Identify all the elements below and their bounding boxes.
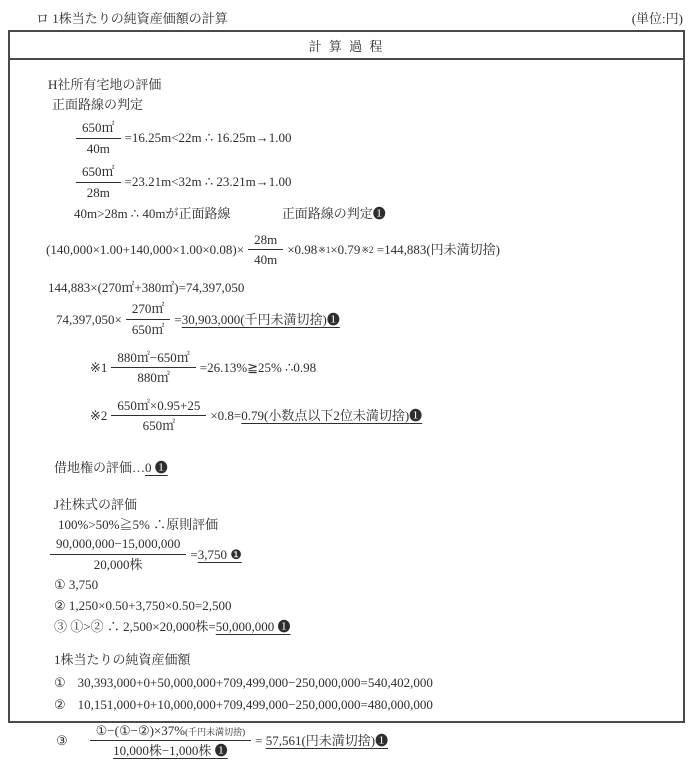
jstock-item-2: ② 1,250×0.50+3,750×0.50=2,500 [54, 598, 232, 614]
fraction [90, 722, 251, 760]
formula-left: 74,397,050× [56, 311, 122, 327]
note-2 [90, 397, 675, 435]
note-ref-1: ※1 [318, 244, 331, 255]
front-road-fraction-2 [72, 163, 675, 201]
equals-sign: = [174, 311, 182, 327]
area-calculation: 144,883×(270㎡+380㎡)=74,397,050 [48, 279, 245, 295]
fraction [248, 231, 283, 269]
unit-label: (単位:円) [631, 11, 683, 26]
jstock-item3-result: 50,000,000 ❶ [215, 618, 291, 634]
item-formula: 30,393,000+0+50,000,000+709,499,000−250,000,000=540,402,000 [77, 674, 433, 690]
netasset-result: 57,561(円未満切捨)❶ [265, 733, 389, 749]
fraction-numerator: 270㎡ [126, 300, 171, 320]
land-value-result: 30,903,000(千円未満切捨)❶ [181, 311, 340, 327]
sheet-topbar [0, 0, 693, 31]
note-result: 0.79(小数点以下2位未満切捨)❶ [241, 407, 423, 423]
item-formula: 10,151,000+0+10,000,000+709,499,000−250,000,000=480,000,000 [77, 697, 433, 713]
fraction [126, 300, 171, 338]
fraction-numerator: 28m [248, 231, 283, 251]
fraction-numerator: 90,000,000−15,000,000 [50, 535, 186, 555]
land-value-formula [56, 300, 675, 338]
road-comparison: 40m>28m ∴ 40mが正面路線 [74, 206, 231, 222]
netasset-item-3 [56, 722, 675, 760]
fraction-numerator: 650㎡ [76, 119, 121, 139]
note-operator: ×0.8= [210, 407, 242, 423]
numerator-main: ①−(①−②)×37% [95, 722, 186, 738]
fraction-numerator [90, 722, 251, 742]
factor-1: ×0.98 [287, 242, 318, 258]
factor-2: ×0.79 [330, 242, 361, 258]
jstock-fraction-line [46, 535, 675, 573]
equals-sign: = [190, 546, 198, 562]
jstock-item3-left: ③ ①>② ∴ 2,500×20,000株= [54, 618, 216, 634]
road-judgment-label: 正面路線の判定❶ [281, 206, 386, 222]
calculation-body [10, 60, 683, 760]
fraction-numerator: 880㎡−650㎡ [111, 349, 195, 369]
leasehold-line [54, 459, 675, 477]
fraction-result: =16.25m<22m ∴ 16.25m→1.00 [124, 130, 292, 146]
jstock-item-1: ① 3,750 [54, 577, 99, 593]
item-number: ① [54, 674, 66, 690]
fraction [76, 119, 121, 157]
calculation-box [8, 30, 685, 759]
note-1 [90, 349, 675, 387]
land-section-heading: H社所有宅地の評価 [48, 77, 162, 92]
front-road-fraction-1 [72, 119, 675, 157]
item-number: ② [54, 697, 66, 713]
fraction-denominator: 40m [254, 252, 278, 268]
fraction-denominator: 880㎡ [137, 370, 170, 386]
leasehold-value: 0 ❶ [145, 459, 168, 475]
fraction-result: =23.21m<32m ∴ 23.21m→1.00 [124, 174, 292, 190]
note-label: ※2 [90, 407, 108, 423]
fraction-denominator: 10,000株−1,000株 ❶ [113, 743, 228, 759]
fraction [76, 163, 121, 201]
fraction-denominator: 20,000株 [93, 556, 143, 572]
formula-left: (140,000×1.00+140,000×1.00×0.08)× [46, 242, 245, 258]
equals-sign: = [255, 733, 266, 749]
fraction-denominator: 40m [86, 140, 110, 156]
fraction-denominator: 650㎡ [142, 418, 176, 434]
jstock-condition: 100%>50%≧5% ∴原則評価 [58, 516, 219, 532]
jstock-item-3 [54, 618, 675, 636]
fraction [111, 349, 195, 387]
netasset-heading: 1株当たりの純資産価額 [54, 652, 191, 668]
unit-price-formula [46, 231, 675, 269]
note-result: =26.13%≧25% ∴0.98 [199, 359, 317, 375]
formula-result: =144,883(円未満切捨) [373, 242, 500, 258]
note-label: ※1 [90, 359, 108, 375]
fraction [111, 397, 206, 435]
netasset-item-1 [54, 674, 675, 692]
fraction [50, 535, 186, 573]
jstock-heading: J社株式の評価 [54, 497, 138, 513]
fraction-numerator: 650㎡×0.95+25 [111, 397, 206, 417]
note-ref-2: ※2 [361, 244, 374, 255]
netasset-item-2 [54, 696, 675, 714]
item-number: ③ [56, 733, 68, 749]
leasehold-label: 借地権の評価… [54, 459, 146, 475]
fraction-numerator: 650㎡ [76, 163, 121, 183]
fraction-denominator: 650㎡ [131, 322, 165, 338]
sheet-title: ロ 1株当たりの純資産価額の計算 [36, 11, 228, 26]
jstock-result: 3,750 ❶ [197, 546, 242, 562]
box-header: 計 算 過 程 [10, 32, 683, 60]
fraction-denominator: 28m [86, 184, 110, 200]
numerator-note: (千円未満切捨) [185, 726, 246, 737]
front-road-subheading: 正面路線の判定 [52, 96, 144, 112]
road-comparison-line [74, 205, 675, 223]
